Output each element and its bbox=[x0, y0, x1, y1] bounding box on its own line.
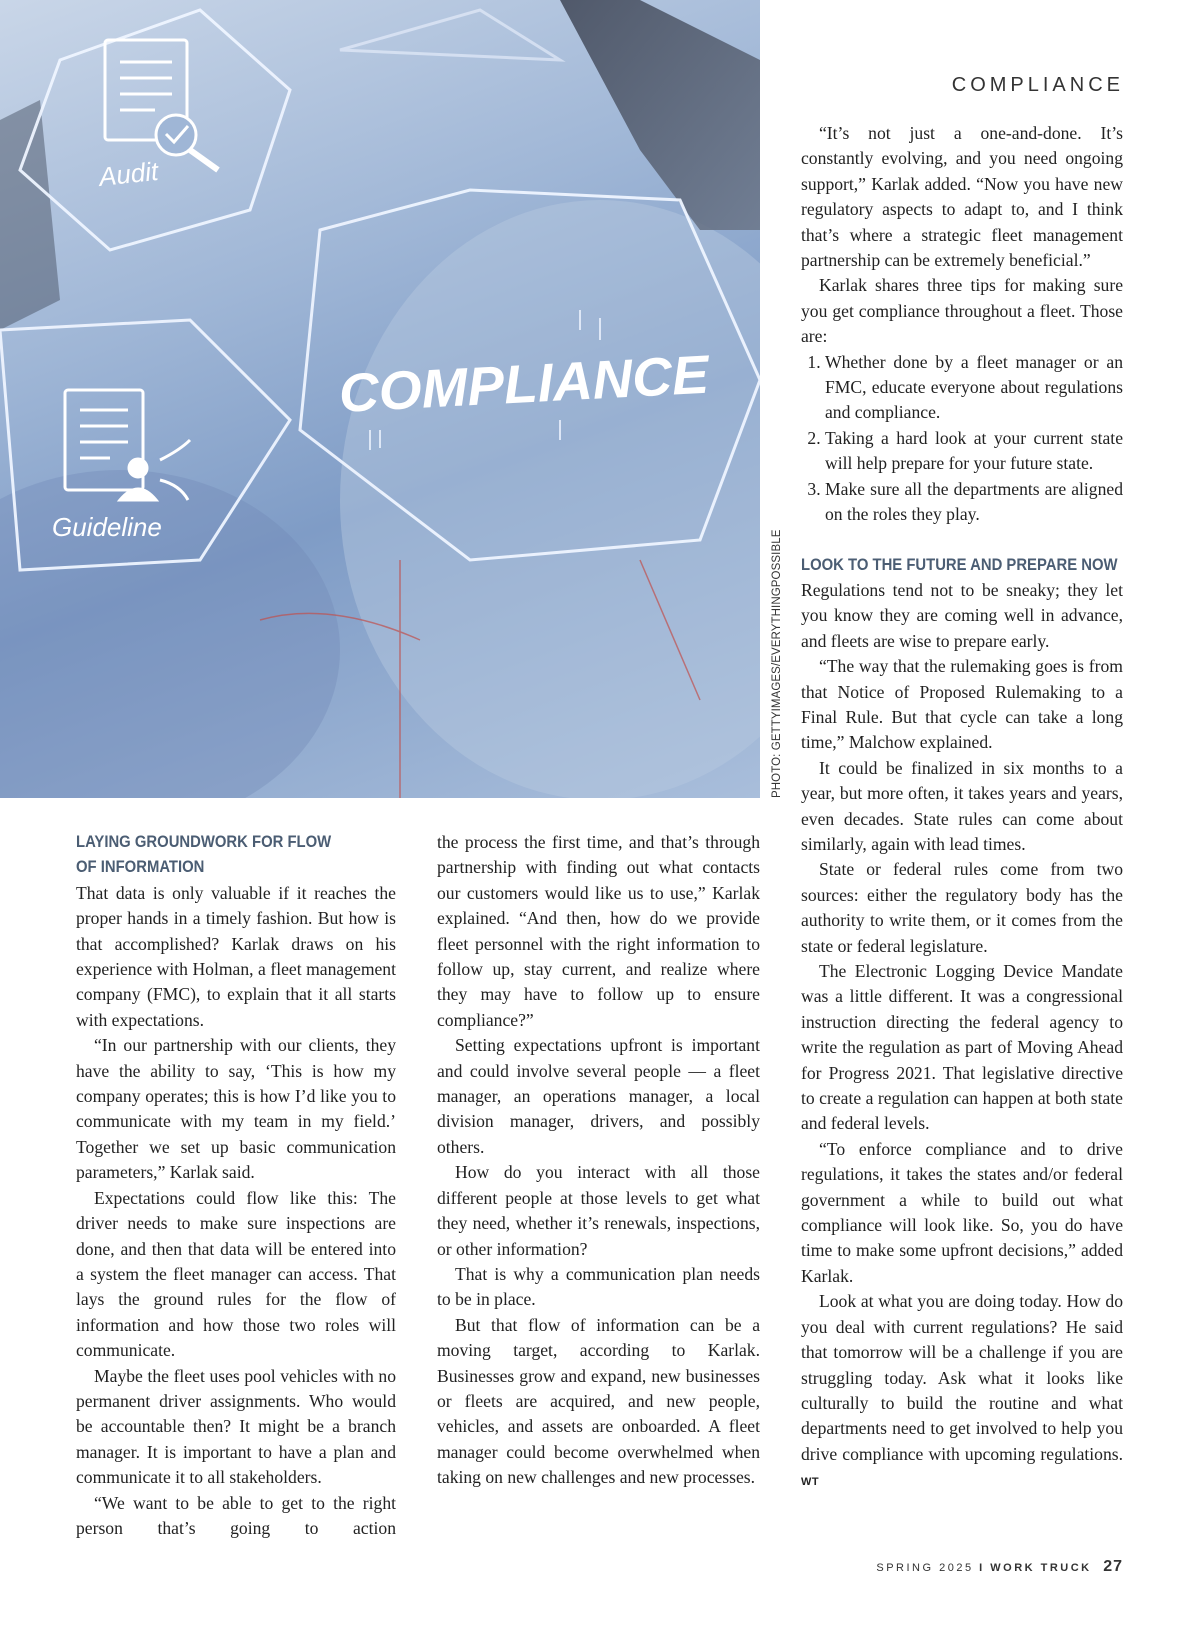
compliance-label: COMPLIANCE bbox=[337, 345, 704, 424]
section-heading: LAYING GROUNDWORK FOR FLOW bbox=[76, 833, 332, 851]
audit-label: Audit bbox=[97, 155, 160, 192]
magazine-name: WORK TRUCK bbox=[990, 1562, 1092, 1574]
paragraph: Expectations could flow like this: The driver needs to make sure inspections are done, and then that data will be entered into a system the fleet manager can access. That lays the ground rules for the flow of information and how those two roles will communicate. bbox=[76, 1187, 396, 1361]
paragraph: the process the first time, and that’s through partnership with finding out what contacts our customers would like us to use,” Karlak explained. “And then, how do we provide fleet personnel with the right information to follow up, stay current, and realize where they may have to follow up to ensure compliance?” bbox=[437, 832, 760, 1030]
tips-list bbox=[801, 350, 1123, 528]
paragraph: That is why a communication plan needs to be in place. bbox=[437, 1263, 760, 1310]
audit-hexagon bbox=[20, 10, 290, 250]
article-column-1 bbox=[76, 830, 396, 1541]
list-item: 1. Whether done by a fleet manager or an FMC, educate everyone about regulations and compliance. bbox=[825, 350, 1123, 426]
audit-document-icon bbox=[105, 40, 218, 170]
paragraph: The Electronic Logging Device Mandate was a little different. It was a congressional instruction directing the federal agency to write the regulation as part of Moving Ahead for Progress 2021. That legislative directive to create a regulation can happen at both state and federal levels. bbox=[801, 961, 1123, 1134]
list-item: 2. Taking a hard look at your current state will help prepare for your future state. bbox=[825, 426, 1123, 477]
article-column-3 bbox=[801, 121, 1123, 1496]
paragraph: “The way that the rulemaking goes is from that Notice of Proposed Rulemaking to a Final Rule. But that cycle can take a long time,” Malchow explained. bbox=[801, 656, 1123, 753]
paragraph: “In our partnership with our clients, they have the ability to say, ‘This is how my company operates; this is how I’d like you to communicate with my team in my field.’ Together we set up basic communication parameters,” Karlak said. bbox=[76, 1035, 396, 1183]
end-mark: WT bbox=[801, 1476, 820, 1489]
footer-separator: I bbox=[979, 1562, 985, 1574]
paragraph: It could be finalized in six months to a year, but more often, it takes years and years, even decades. State rules can come about similarly, again with lead times. bbox=[801, 757, 1123, 854]
paragraph: Maybe the fleet uses pool vehicles with no permanent driver assignments. Who would be accountable then? It might be a branch manager. It is important to have a plan and communicate it to all stakeholders. bbox=[76, 1365, 396, 1488]
paragraph bbox=[801, 1289, 1123, 1495]
paragraph: “To enforce compliance and to drive regulations, it takes the states and/or federal government a while to build out what compliance will look like. So, you do have time to make some upfront decisions,” added Karlak. bbox=[801, 1138, 1123, 1286]
paragraph: Regulations tend not to be sneaky; they let you know they are coming well in advance, and fleets are wise to prepare early. bbox=[801, 579, 1123, 651]
section-heading: OF INFORMATION bbox=[76, 858, 205, 877]
list-item: 3. Make sure all the departments are aligned on the roles they play. bbox=[825, 477, 1123, 528]
paragraph: That data is only valuable if it reaches the proper hands in a timely fashion. But how is that accomplished? Karlak draws on his experience with Holman, a fleet management company (FMC), to explain that it all starts with expectations. bbox=[76, 882, 396, 1030]
section-label: COMPLIANCE bbox=[951, 74, 1124, 96]
hero-photo bbox=[0, 0, 760, 798]
compliance-hexagon-illustration bbox=[0, 0, 760, 798]
page-number: 27 bbox=[1103, 1558, 1123, 1575]
paragraph: State or federal rules come from two sources: either the regulatory body has the authority to write them, or it comes from the state or federal legislature. bbox=[801, 859, 1123, 956]
issue-label: SPRING 2025 bbox=[876, 1562, 974, 1574]
paragraph: How do you interact with all those different people at those levels to get what they need, whether it’s renewals, inspections, or other information? bbox=[437, 1162, 760, 1259]
guideline-label: Guideline bbox=[52, 512, 162, 542]
paragraph: “It’s not just a one-and-done. It’s constantly evolving, and you need ongoing support,” Karlak added. “Now you have new regulatory aspects to adapt to, and I think that’s where a strategic fleet management partnership can be extremely beneficial.” bbox=[801, 123, 1123, 271]
photo-credit: PHOTO: GETTYIMAGES/EVERYTHINGPOSSIBLE bbox=[771, 529, 783, 798]
paragraph: But that flow of information can be a moving target, according to Karlak. Businesses grow and expand, new businesses or fleets are acquired, and new people, vehicles, and assets are onboarded. A fleet manager could become overwhelmed when taking on new challenges and new processes. bbox=[437, 1314, 760, 1488]
paragraph: Setting expectations upfront is important and could involve several people — a fleet manager, an operations manager, a local division manager, drivers, and possibly others. bbox=[437, 1035, 760, 1157]
paragraph-text: Look at what you are doing today. How do you deal with current regulations? He said that tomorrow will be a challenge if you are struggling today. Ask what it looks like culturally to build the routine and what departments need to get involved to help you drive compliance with upcoming regulations. bbox=[801, 1291, 1123, 1464]
paragraph: Karlak shares three tips for making sure you get compliance throughout a fleet. Those are: bbox=[801, 275, 1123, 347]
section-heading: LOOK TO THE FUTURE AND PREPARE NOW bbox=[801, 555, 1118, 574]
page-footer bbox=[876, 1558, 1123, 1576]
article-column-2 bbox=[437, 830, 760, 1491]
paragraph: “We want to be able to get to the right person that’s going to action bbox=[76, 1492, 396, 1538]
